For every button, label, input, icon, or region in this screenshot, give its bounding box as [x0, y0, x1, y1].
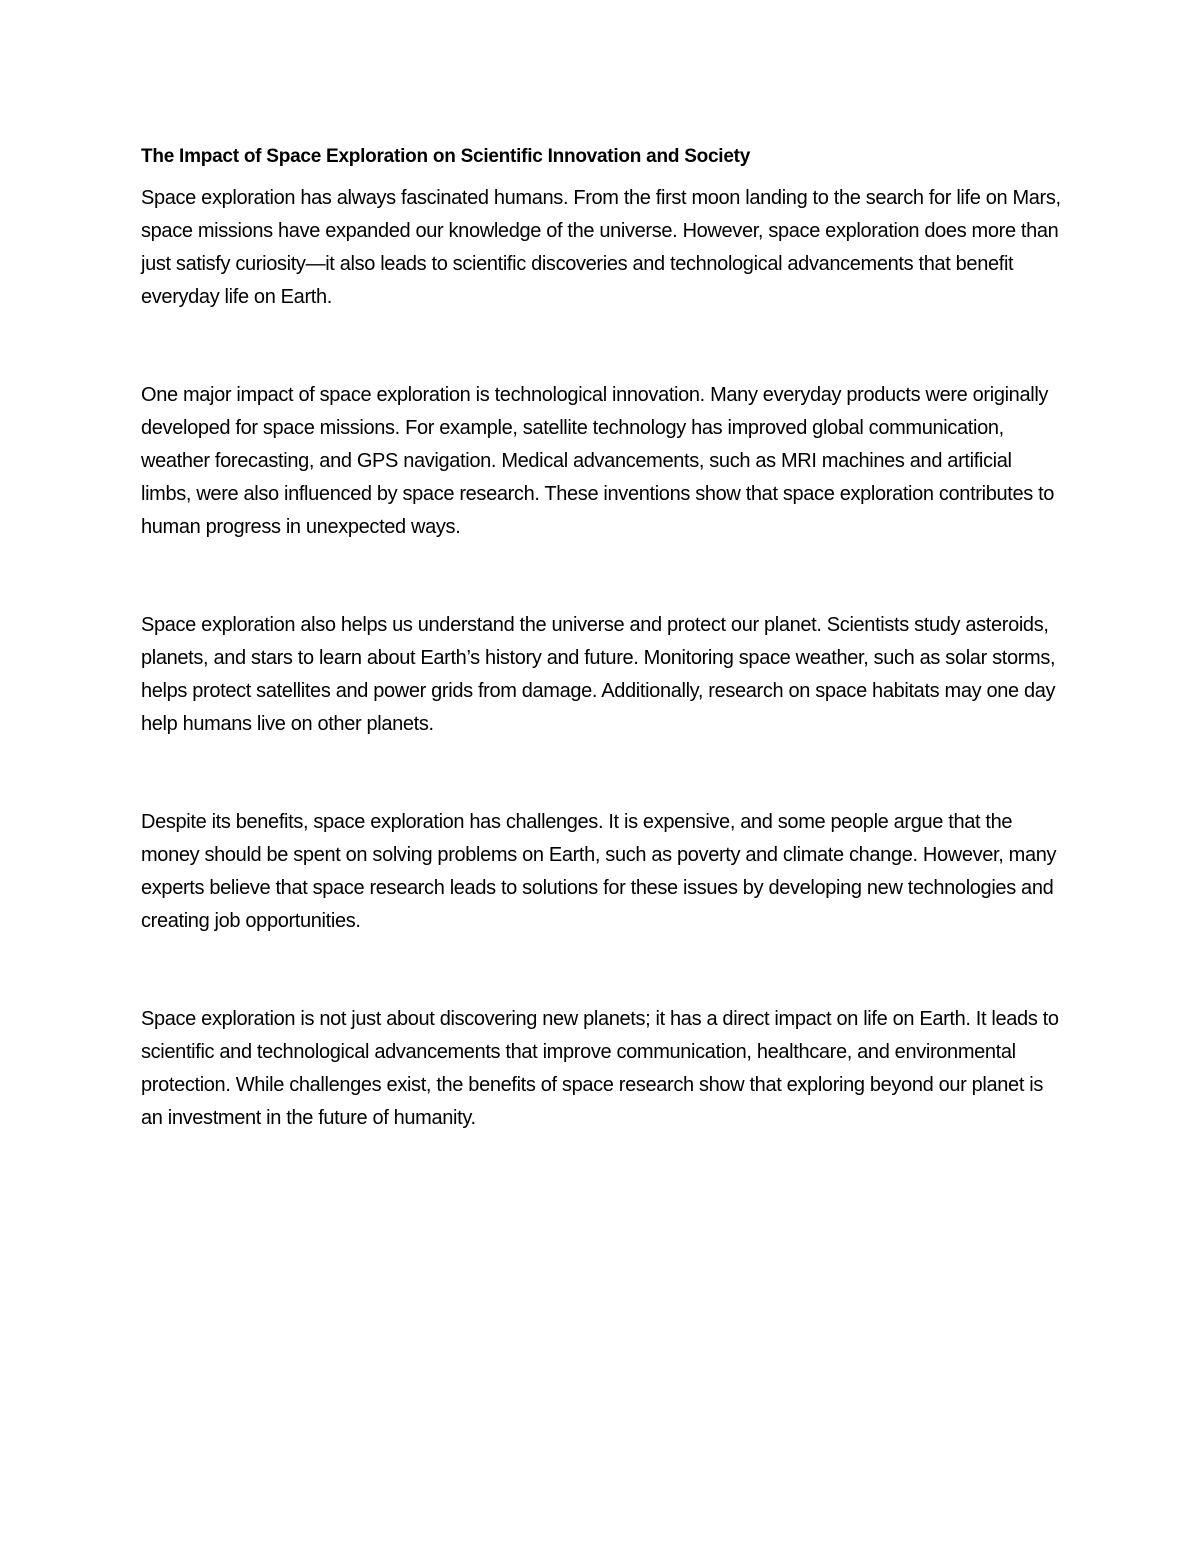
paragraph-conclusion: Space exploration is not just about discovering new planets; it has a direct impact on life on Earth. It leads to scientific and technological advancements that improve communication, healthcare, and environmental protection. While challenges exist, the benefits of space research show that exploring beyond our planet is an investment in the future of humanity. [141, 1008, 1059, 1129]
document-title: The Impact of Space Exploration on Scientific Innovation and Society [141, 146, 751, 167]
paragraph-understanding-universe: Space exploration also helps us understand the universe and protect our planet. Scientists study asteroids, planets, and stars to learn about Earth’s history and future. Monitoring space weather, such as solar storms, helps protect satellites and power grids from damage. Additionally, research on space habitats may one day help humans live on other planets. [141, 614, 1056, 735]
document-body [141, 142, 1061, 1135]
paragraph-introduction: Space exploration has always fascinated humans. From the first moon landing to the search for life on Mars, space missions have expanded our knowledge of the universe. However, space exploration does more than just satisfy curiosity—it also leads to scientific discoveries and technological advancements that benefit everyday life on Earth. [141, 187, 1061, 308]
paragraph-challenges: Despite its benefits, space exploration has challenges. It is expensive, and some people argue that the money should be spent on solving problems on Earth, such as poverty and climate change. However, many experts believe that space research leads to solutions for these issues by developing new technologies and creating job opportunities. [141, 811, 1057, 932]
paragraph-technological-innovation: One major impact of space exploration is technological innovation. Many everyday products were originally developed for space missions. For example, satellite technology has improved global communication, weather forecasting, and GPS navigation. Medical advancements, such as MRI machines and artificial limbs, were also influenced by space research. These inventions show that space exploration contributes to human progress in unexpected ways. [141, 384, 1055, 538]
